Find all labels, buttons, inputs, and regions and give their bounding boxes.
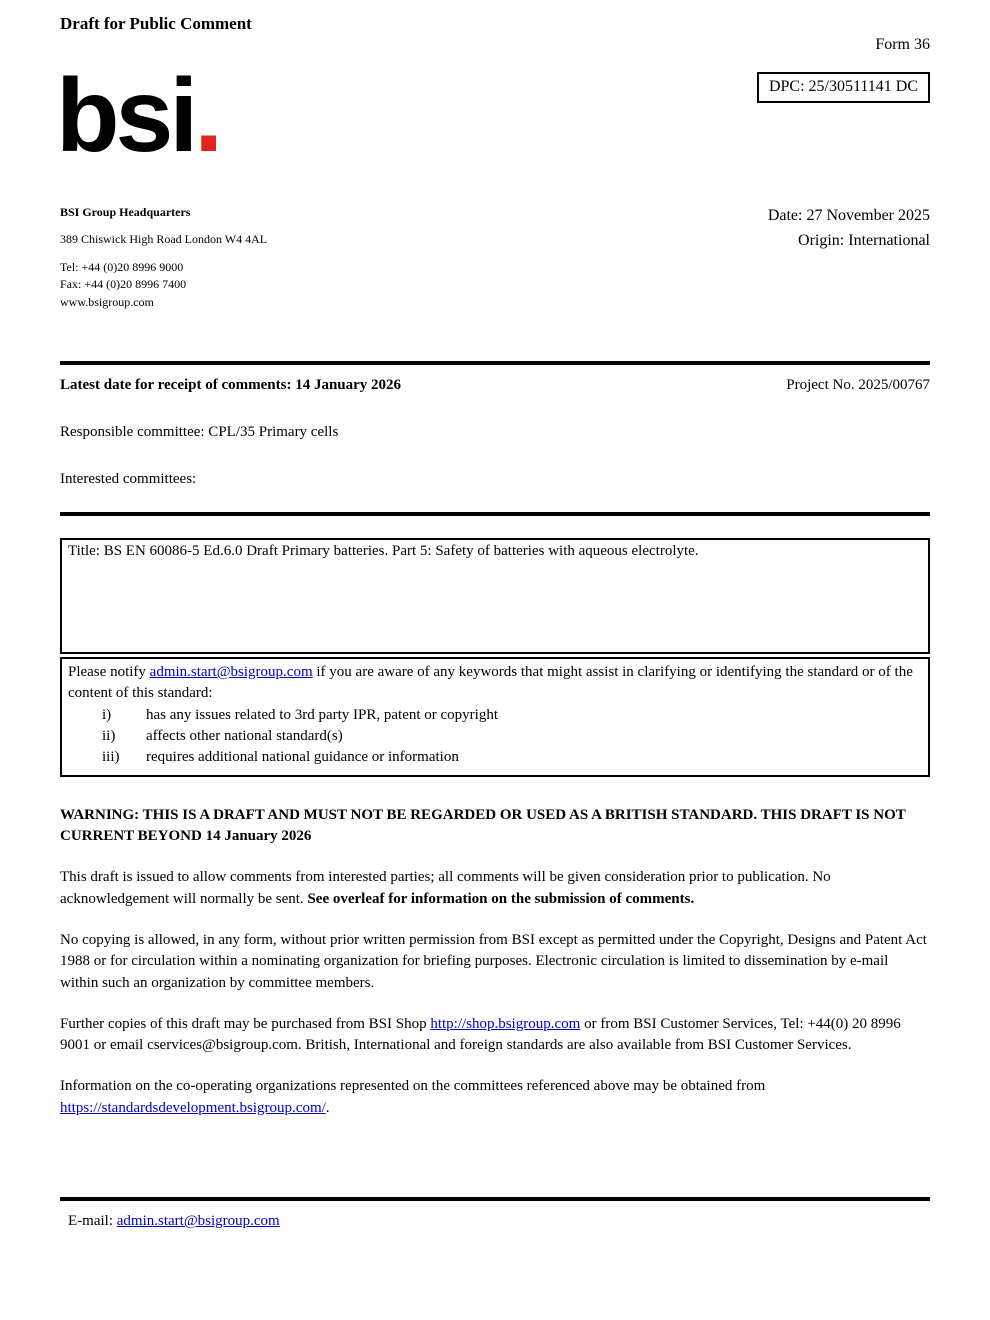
responsible-committee: Responsible committee: CPL/35 Primary cells	[60, 423, 339, 440]
logo-row	[56, 58, 930, 174]
address-fax: Fax: +44 (0)20 8996 7400	[60, 277, 187, 292]
divider-mid	[60, 512, 930, 516]
divider-top	[60, 361, 930, 365]
paragraph-comments-policy	[60, 867, 930, 910]
warning-text: WARNING: THIS IS A DRAFT AND MUST NOT BE REGARDED OR USED AS A BRITISH STANDARD. THIS DRAFT IS NOT CURRENT BEYOND 14 January 2026	[60, 807, 906, 845]
standards-development-link[interactable]: https://standardsdevelopment.bsigroup.com/	[60, 1099, 326, 1116]
list-item-numeral: i)	[102, 707, 112, 724]
list-item-numeral: iii)	[102, 748, 120, 765]
dpc-number: DPC: 25/30511141 DC	[768, 78, 918, 95]
paragraph-text: This draft is issued to allow comments from interested parties; all comments will be given consideration prior to publication. No acknowledgement will normally be sent.	[60, 869, 831, 907]
date-line: Date: 27 November 2025	[767, 207, 930, 224]
list-item	[68, 747, 922, 768]
draft-for-public-comment-label: Draft for Public Comment	[60, 14, 252, 33]
paragraph-bold-text: See overleaf for information on the submission of comments.	[307, 890, 695, 907]
list-item	[68, 705, 922, 726]
notify-prefix: Please notify	[68, 663, 150, 680]
address-title: BSI Group Headquarters	[60, 205, 191, 219]
bsi-logo-text: bsi	[56, 58, 195, 174]
footer-email-link[interactable]: admin.start@bsigroup.com	[116, 1213, 280, 1230]
origin-line: Origin: International	[798, 231, 930, 249]
list-item	[68, 726, 922, 747]
title-box	[60, 538, 930, 654]
list-item-text: has any issues related to 3rd party IPR, patent or copyright	[146, 707, 499, 724]
email-label: E-mail:	[68, 1213, 117, 1230]
notify-suffix: if you are aware of any keywords that might assist in clarifying or identifying the standard or of the content of this standard:	[68, 663, 913, 701]
list-item-numeral: ii)	[102, 728, 116, 745]
footer-email-row	[60, 1213, 930, 1230]
address-meta-row	[60, 204, 930, 311]
address-web: www.bsigroup.com	[60, 294, 154, 309]
address-block	[60, 204, 267, 311]
project-number: Project No. 2025/00767	[786, 376, 930, 393]
title-text: Title: BS EN 60086-5 Ed.6.0 Draft Primary batteries. Part 5: Safety of batteries with aqueous electrolyte.	[68, 542, 699, 559]
bsi-shop-link[interactable]: http://shop.bsigroup.com	[430, 1015, 581, 1032]
bsi-logo	[56, 58, 220, 174]
address-tel: Tel: +44 (0)20 8996 9000	[60, 259, 184, 274]
latest-date-for-comments: Latest date for receipt of comments: 14 January 2026	[60, 376, 402, 393]
notify-email-link[interactable]: admin.start@bsigroup.com	[149, 663, 313, 680]
comments-meta-row	[60, 377, 930, 394]
bsi-logo-dot: .	[194, 58, 220, 174]
paragraph-cooperating-orgs	[60, 1076, 930, 1119]
dpc-number-box	[757, 72, 930, 103]
top-header-row	[60, 14, 930, 54]
paragraph-text: Further copies of this draft may be purchased from BSI Shop	[60, 1015, 431, 1032]
date-origin-block	[768, 204, 930, 254]
paragraph-text: Information on the co-operating organizations represented on the committees referenced above may be obtained from	[60, 1078, 766, 1095]
keywords-notify-box	[60, 657, 930, 777]
paragraph-text: .	[325, 1099, 330, 1116]
paragraph-copying-policy: No copying is allowed, in any form, without prior written permission from BSI except as permitted under the Copyright, Designs and Patent Act 1988 or for circulation within a nominating organization for briefing purposes. Electronic circulation is limited to dissemination by e-mail within such an organization by committee members.	[60, 931, 927, 991]
interested-committees: Interested committees:	[60, 470, 197, 487]
address-street: 389 Chiswick High Road London W4 4AL	[60, 232, 268, 247]
keywords-list	[68, 705, 922, 767]
paragraph-purchase-info	[60, 1014, 930, 1057]
divider-bottom	[60, 1197, 930, 1201]
list-item-text: affects other national standard(s)	[146, 728, 343, 745]
list-item-text: requires additional national guidance or information	[146, 748, 459, 765]
form-number: Form 36	[875, 36, 930, 53]
paragraph-text: or from BSI Customer Services, Tel: +44(0) 20 8996 9001 or email cservices@bsigroup.com. British, International and foreign standards are also available from BSI Customer Services.	[60, 1015, 901, 1054]
